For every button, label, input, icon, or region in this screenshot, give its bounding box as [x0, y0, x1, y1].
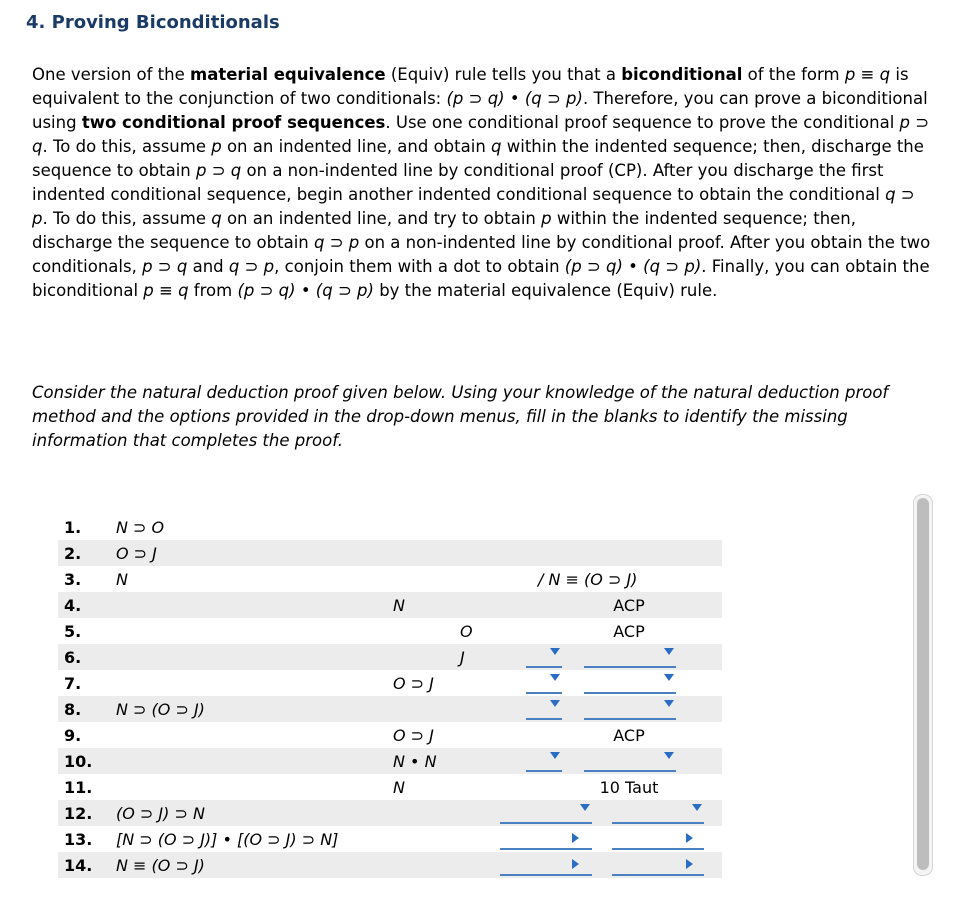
formula: J [460, 648, 465, 667]
proof-row-8 [58, 696, 722, 722]
intro-text: . Use one conditional proof sequence to prove the conditional [385, 113, 900, 132]
intro-formula: p [211, 137, 222, 156]
proof-row-11 [58, 774, 722, 800]
formula: N ⊃ (O ⊃ J) [116, 700, 205, 719]
intro-formula: (p ⊃ q) • (q ⊃ p) [564, 257, 702, 276]
intro-text: within the indented sequence; then, discharge the sequence to obtain [32, 137, 924, 180]
intro-text: (Equiv) rule tells you that a [385, 65, 622, 84]
intro-formula: q ⊃ p [228, 257, 275, 276]
proof-row-14 [58, 852, 722, 878]
line-number: 5. [64, 622, 82, 641]
formula: N [393, 596, 405, 615]
line-ref-dropdown[interactable] [526, 698, 562, 720]
intro-formula: p ⊃ q [196, 161, 242, 180]
line-number: 2. [64, 544, 82, 563]
formula: (O ⊃ J) ⊃ N [116, 804, 205, 823]
line-number: 13. [64, 830, 93, 849]
justification: 10 Taut [599, 778, 659, 797]
rule-dropdown[interactable] [612, 802, 704, 824]
proof-row-9 [58, 722, 722, 748]
intro-formula: p ⊃ q [142, 257, 188, 276]
chevron-down-icon [550, 674, 560, 681]
formula: O ⊃ J [116, 544, 157, 563]
rule-dropdown[interactable] [612, 854, 704, 876]
conclusion: / N ≡ (O ⊃ J) [538, 570, 638, 589]
formula: O ⊃ J [393, 674, 434, 693]
intro-paragraph [32, 63, 932, 303]
proof-row-13 [58, 826, 722, 852]
intro-text: and [187, 257, 229, 276]
intro-text: on an indented line, and obtain [221, 137, 492, 156]
line-ref-dropdown[interactable] [500, 854, 592, 876]
line-number: 6. [64, 648, 82, 667]
proof-row-2 [58, 540, 722, 566]
intro-text: by the material equivalence (Equiv) rule. [373, 281, 718, 300]
intro-text: . To do this, assume [42, 137, 212, 156]
proof-row-7 [58, 670, 722, 696]
intro-formula: p ⊃ q [32, 113, 930, 156]
chevron-down-icon [580, 804, 590, 811]
line-number: 9. [64, 726, 82, 745]
intro-text: One version of the [32, 65, 190, 84]
intro-formula: q [211, 209, 222, 228]
page-title: 4. Proving Biconditionals [26, 12, 280, 33]
intro-formula: (p ⊃ q) • (q ⊃ p) [446, 89, 583, 108]
intro-text: from [188, 281, 238, 300]
vertical-scrollbar[interactable] [913, 494, 933, 876]
formula: O ⊃ J [393, 726, 434, 745]
intro-formula: q ⊃ p [32, 185, 915, 228]
intro-text: . Therefore, you can prove a biconditional using [32, 89, 928, 132]
line-number: 3. [64, 570, 82, 589]
chevron-down-icon [664, 648, 674, 655]
formula: N [393, 778, 405, 797]
justification: ACP [613, 622, 645, 641]
justification: ACP [613, 596, 645, 615]
scrollbar-thumb[interactable] [917, 498, 929, 870]
line-ref-dropdown[interactable] [500, 828, 592, 850]
chevron-down-icon [664, 752, 674, 759]
line-ref-dropdown[interactable] [526, 646, 562, 668]
rule-dropdown[interactable] [612, 828, 704, 850]
intro-text: on a non-indented line by conditional proof (CP). After you discharge the first indented conditional sequence, begin another indented conditional sequence to obtain the conditional [32, 161, 886, 204]
proof-row-4 [58, 592, 722, 618]
chevron-down-icon [550, 700, 560, 707]
rule-dropdown[interactable] [584, 646, 676, 668]
rule-dropdown[interactable] [584, 698, 676, 720]
proof-row-3 [58, 566, 722, 592]
intro-text: . Finally, you can obtain the biconditional [32, 257, 930, 300]
chevron-down-icon [550, 752, 560, 759]
intro-formula: (p ⊃ q) • (q ⊃ p) [237, 281, 374, 300]
line-number: 14. [64, 856, 93, 875]
line-number: 8. [64, 700, 82, 719]
intro-text: , conjoin them with a dot to obtain [274, 257, 565, 276]
proof-table [58, 514, 722, 878]
line-number: 12. [64, 804, 93, 823]
formula: O [460, 622, 473, 641]
rule-dropdown[interactable] [584, 672, 676, 694]
proof-row-6 [58, 644, 722, 670]
rule-dropdown[interactable] [584, 750, 676, 772]
intro-bold: biconditional [621, 65, 743, 84]
intro-text: . To do this, assume [42, 209, 212, 228]
proof-row-12 [58, 800, 722, 826]
chevron-right-icon [572, 833, 579, 843]
proof-row-10 [58, 748, 722, 774]
chevron-down-icon [692, 804, 702, 811]
intro-formula: p [541, 209, 552, 228]
line-number: 4. [64, 596, 82, 615]
line-number: 10. [64, 752, 93, 771]
intro-bold: two conditional proof sequences [81, 113, 386, 132]
intro-text: on an indented line, and try to obtain [221, 209, 542, 228]
instructions: Consider the natural deduction proof given below. Using your knowledge of the natural deduction proof method and the options provided in the drop-down menus, fill in the blanks to identify the missing information that completes the proof. [32, 383, 889, 450]
chevron-down-icon [550, 648, 560, 655]
intro-text: on a non-indented line by conditional proof. After you obtain the two conditionals, [32, 233, 931, 276]
formula: [N ⊃ (O ⊃ J)] • [(O ⊃ J) ⊃ N] [116, 830, 339, 849]
proof-row-5 [58, 618, 722, 644]
proof-row-1 [58, 514, 722, 540]
formula: N [116, 570, 128, 589]
intro-formula: q [491, 137, 502, 156]
chevron-right-icon [686, 859, 693, 869]
intro-text: is equivalent to the conjunction of two conditionals: [32, 65, 909, 108]
line-number: 11. [64, 778, 93, 797]
formula: N ≡ (O ⊃ J) [116, 856, 205, 875]
chevron-right-icon [686, 833, 693, 843]
line-number: 1. [64, 518, 82, 537]
intro-formula: p ≡ q [844, 65, 891, 84]
line-ref-dropdown[interactable] [526, 672, 562, 694]
intro-text: of the form [742, 65, 845, 84]
chevron-right-icon [572, 859, 579, 869]
chevron-down-icon [664, 674, 674, 681]
intro-formula: q ⊃ p [313, 233, 360, 252]
line-ref-dropdown[interactable] [526, 750, 562, 772]
intro-text: within the indented sequence; then, discharge the sequence to obtain [32, 209, 857, 252]
formula: N • N [393, 752, 437, 771]
justification: ACP [613, 726, 645, 745]
intro-formula: p ≡ q [143, 281, 189, 300]
formula: N ⊃ O [116, 518, 165, 537]
intro-bold: material equivalence [190, 65, 386, 84]
line-ref-dropdown[interactable] [500, 802, 592, 824]
line-number: 7. [64, 674, 82, 693]
chevron-down-icon [664, 700, 674, 707]
